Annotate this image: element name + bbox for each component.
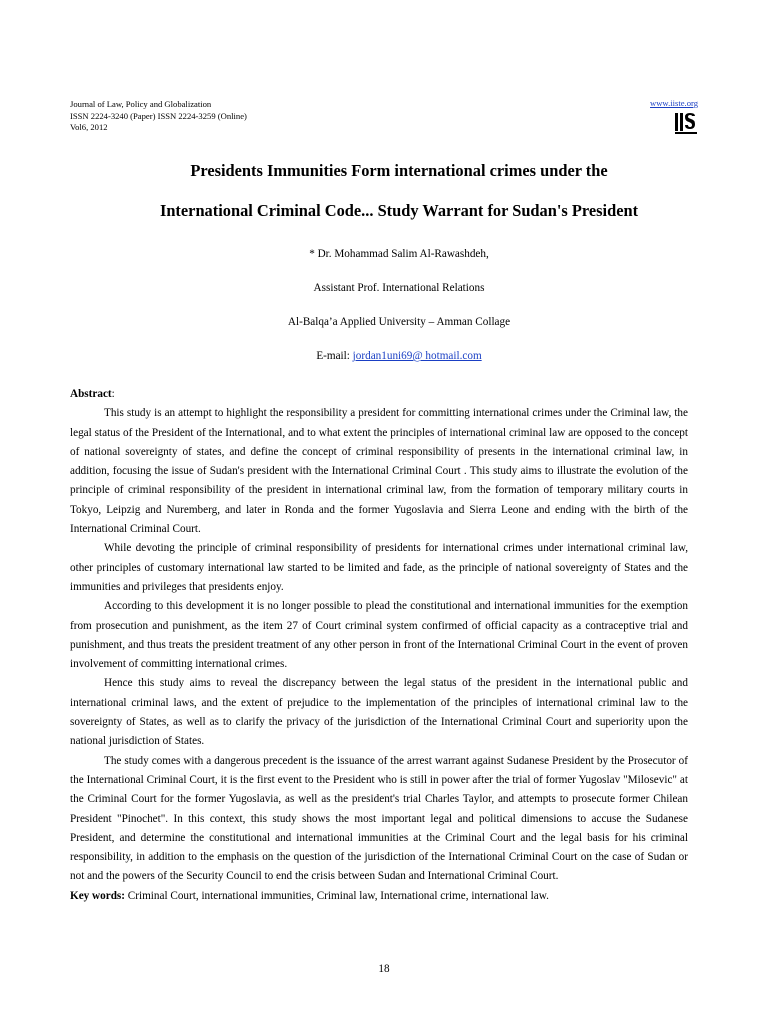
abstract-heading: Abstract	[70, 388, 112, 400]
author-email-line	[70, 350, 728, 362]
abstract-paragraph: Hence this study aims to reveal the discrepancy between the legal status of the president in the international public and international criminal laws, and the extent of prejudice to the implementation of the principles of international criminal law to the sovereignty of States, as well as to clarify the privacy of the jurisdiction of the International Criminal Court and superiority upon the national jurisdiction of States.	[70, 677, 688, 748]
journal-header	[70, 99, 247, 134]
keywords-line	[70, 887, 688, 906]
email-label: E-mail:	[316, 350, 353, 362]
publisher-branding	[622, 98, 698, 138]
journal-name: Journal of Law, Policy and Globalization	[70, 99, 212, 109]
author-position: Assistant Prof. International Relations	[313, 282, 485, 294]
page-number: 18	[378, 963, 390, 975]
iiste-logo-icon	[674, 111, 698, 135]
author-institution: Al-Balqa’a Applied University – Amman Collage	[287, 316, 511, 328]
paper-title-line-2: International Criminal Code... Study Warrant for Sudan's President	[159, 201, 639, 220]
keywords-text: Criminal Court, international immunities, Criminal law, International crime, international law.	[125, 889, 549, 902]
website-link[interactable]: www.iiste.org	[650, 98, 698, 108]
abstract-paragraph: According to this development it is no longer possible to plead the constitutional and international immunities for the exemption from prosecution and punishment, as the item 27 of Court criminal system confirmed of official capacity as a contraceptive trial and punishment, and thus treats the president treatment of any other person in front of the International Criminal Court in the event of proven involvement of committing international crimes.	[70, 600, 688, 671]
abstract-paragraph: This study is an attempt to highlight the responsibility a president for committing international crimes under the Criminal law, the legal status of the President of the International, and to what extent the principles of international criminal law are opposed to the concept of national sovereignty of states, and define the concept of criminal responsibility of presents in the international criminal law, in addition, focusing the issue of Sudan's president with the International Criminal Court . This study aims to illustrate the evolution of the principle of criminal responsibility of the president in international criminal law, from the formation of temporary military courts in Tokyo, Leipzig and Nuremberg, and later in Ronda and the former Yugoslavia and Sierra Leone and ending with the birth of the International Criminal Court.	[70, 407, 688, 536]
author-name: * Dr. Mohammad Salim Al-Rawashdeh,	[309, 248, 489, 260]
abstract-heading-colon: :	[111, 388, 115, 400]
paper-title-line-1: Presidents Immunities Form international crimes under the	[190, 161, 608, 180]
journal-issn: ISSN 2224-3240 (Paper) ISSN 2224-3259 (Online)	[70, 110, 247, 121]
abstract-section	[70, 385, 688, 906]
journal-volume: Vol6, 2012	[70, 122, 108, 132]
abstract-paragraph: While devoting the principle of criminal responsibility of presidents for international crimes under international criminal law, other principles of customary international law started to be limited and fade, as the principle of national sovereignty of States and the immunities and privileges that presidents enjoy.	[70, 542, 688, 593]
abstract-heading-line	[70, 385, 688, 404]
email-link[interactable]: jordan1uni69@ hotmail.com	[352, 350, 482, 362]
abstract-paragraph: The study comes with a dangerous precedent is the issuance of the arrest warrant against Sudanese President by the Prosecutor of the International Criminal Court, it is the first event to the President who is still in power after the trial of former Yugoslav "Milosevic" at the Criminal Court for the former Yugoslavia, as well as the president's trial Charles Taylor, and attempts to prosecute former Chilean President "Pinochet". In this context, this study shows the most important legal and political dimensions to accuse the Sudanese President, and determine the constitutional and international immunities at the Criminal Court and the legal basis for his criminal responsibility, in addition to the emphasis on the question of the jurisdiction of the International Criminal Court on the case of Sudan or not and the powers of the Security Council to end the crisis between Sudan and International Criminal Court.	[70, 754, 688, 883]
keywords-label: Key words:	[70, 889, 125, 902]
